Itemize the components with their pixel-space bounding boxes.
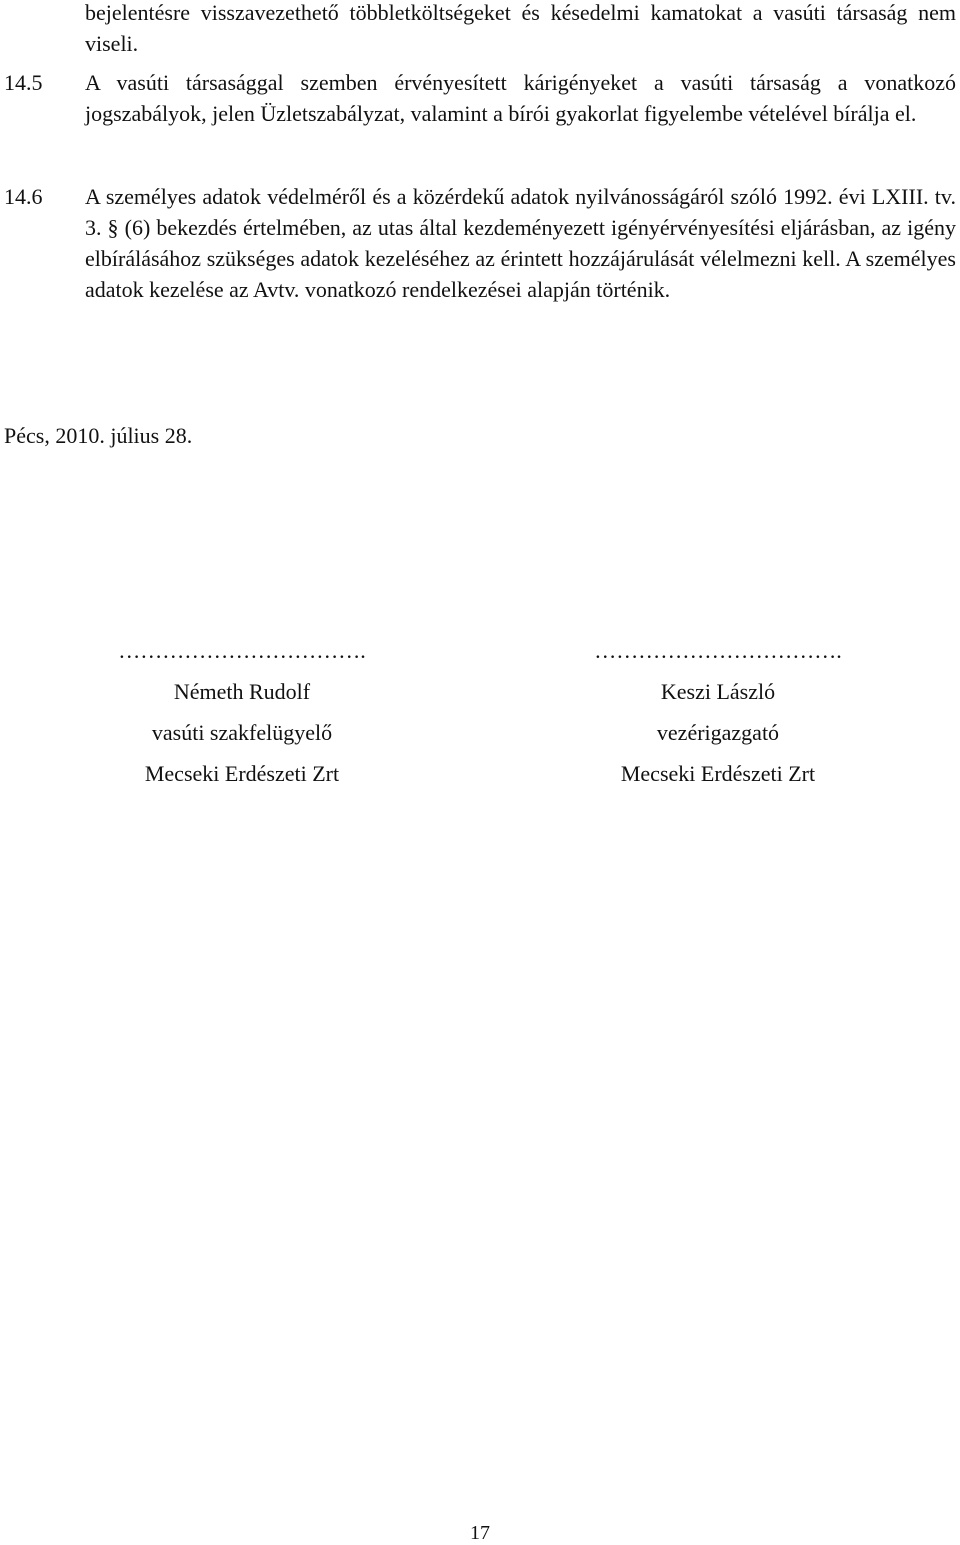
page-number: 17 (470, 1522, 490, 1544)
signatory-organization: Mecseki Erdészeti Zrt (620, 761, 816, 786)
signatory-title: vasúti szakfelügyelő (151, 720, 333, 745)
paragraph-text: A személyes adatok védelméről és a közérdekű adatok nyilvánosságáról szóló 1992. évi LXIII. tv. 3. § (6) bekezdés értelmében, az utas által kezdeményezett igényérvényesítési eljárásban, az igény elbírálásához szükséges adatok kezeléséhez az érintett hozzájárulását vélelmezni kell. A személyes adatok kezelése az Avtv. vonatkozó rendelkezései alapján történik. (85, 184, 956, 302)
paragraph-text: bejelentésre visszavezethető többletköltségeket és késedelmi kamatokat a vasúti társaság nem viseli. (85, 0, 956, 56)
paragraph-14-5 (4, 67, 956, 129)
signatory-organization: Mecseki Erdészeti Zrt (144, 761, 340, 786)
paragraph-text: A vasúti társasággal szemben érvényesített kárigényeket a vasúti társaság a vonatkozó jogszabályok, jelen Üzletszabályzat, valamint a bírói gyakorlat figyelembe vételével bírálja el. (85, 70, 956, 126)
signature-block-right (568, 630, 868, 794)
paragraph-number: 14.5 (4, 70, 43, 95)
signatory-title: vezérigazgató (656, 720, 780, 745)
paragraph-14-6 (4, 181, 956, 305)
signature-block-left (92, 630, 392, 794)
place-and-date: Pécs, 2010. július 28. (4, 423, 193, 448)
paragraph-number: 14.6 (4, 184, 43, 209)
signatory-name: Németh Rudolf (173, 679, 311, 704)
paragraph-continuation (4, 0, 956, 59)
signatory-name: Keszi László (660, 679, 776, 704)
signature-line: ……………………………. (118, 638, 366, 663)
signature-line: ……………………………. (594, 638, 842, 663)
